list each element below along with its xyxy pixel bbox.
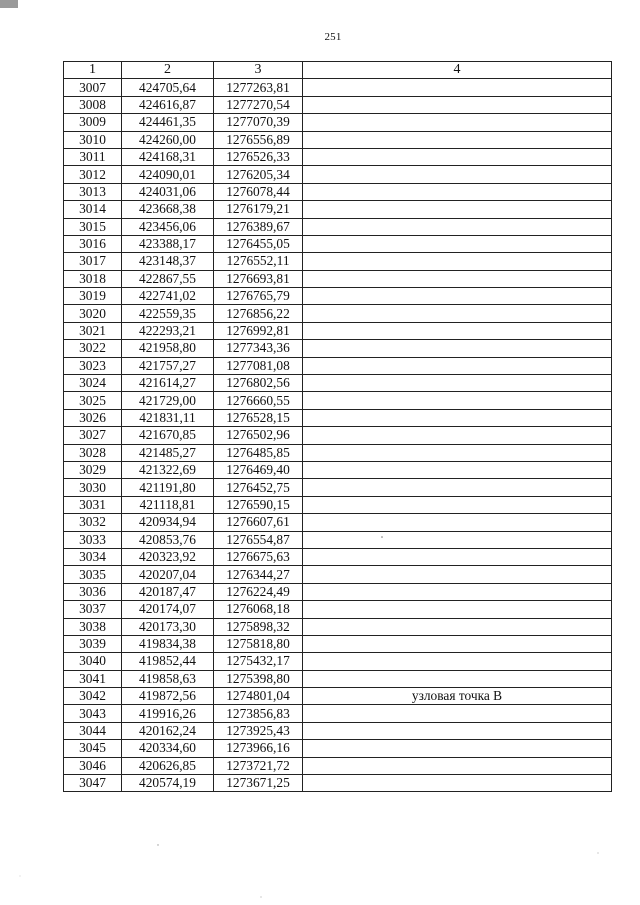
table-cell-col-1: 3015 (64, 218, 122, 235)
table-cell-col-2: 422867,55 (122, 270, 214, 287)
table-cell-col-1: 3026 (64, 409, 122, 426)
table-cell-col-4 (303, 270, 612, 287)
table-cell-col-1: 3043 (64, 705, 122, 722)
table-cell-col-1: 3032 (64, 514, 122, 531)
table-row (64, 253, 612, 270)
table-cell-col-1: 3008 (64, 96, 122, 113)
table-cell-col-3: 1275398,80 (214, 670, 303, 687)
table-cell-col-2: 422559,35 (122, 305, 214, 322)
table-cell-col-2: 421118,81 (122, 496, 214, 513)
table-cell-col-4 (303, 253, 612, 270)
table-cell-col-4 (303, 705, 612, 722)
table-cell-col-2: 421614,27 (122, 375, 214, 392)
table-cell-col-4 (303, 461, 612, 478)
table-cell-col-3: 1277070,39 (214, 114, 303, 131)
table-cell-col-1: 3007 (64, 79, 122, 96)
table-cell-col-1: 3036 (64, 583, 122, 600)
table-row (64, 375, 612, 392)
table-cell-col-1: 3010 (64, 131, 122, 148)
table-cell-col-4 (303, 653, 612, 670)
table-cell-col-3: 1276992,81 (214, 322, 303, 339)
table-cell-col-2: 424090,01 (122, 166, 214, 183)
table-row (64, 166, 612, 183)
table-cell-col-3: 1273925,43 (214, 722, 303, 739)
table-cell-col-2: 422293,21 (122, 322, 214, 339)
table-cell-col-4 (303, 514, 612, 531)
table-cell-col-3: 1276389,67 (214, 218, 303, 235)
table-cell-col-4 (303, 201, 612, 218)
table-cell-col-2: 420853,76 (122, 531, 214, 548)
table-row (64, 775, 612, 792)
table-cell-col-4 (303, 357, 612, 374)
table-cell-col-2: 423148,37 (122, 253, 214, 270)
table-cell-col-2: 421958,80 (122, 340, 214, 357)
table-cell-col-2: 420323,92 (122, 548, 214, 565)
table-cell-col-2: 422741,02 (122, 288, 214, 305)
table-cell-col-4 (303, 583, 612, 600)
table-cell-col-2: 424616,87 (122, 96, 214, 113)
table-row (64, 409, 612, 426)
table-cell-col-3: 1277081,08 (214, 357, 303, 374)
table-cell-col-1: 3038 (64, 618, 122, 635)
table-cell-col-2: 421191,80 (122, 479, 214, 496)
table-cell-col-1: 3021 (64, 322, 122, 339)
table-row (64, 670, 612, 687)
table-cell-col-1: 3009 (64, 114, 122, 131)
table-row (64, 427, 612, 444)
table-cell-col-4 (303, 131, 612, 148)
scan-speck (20, 876, 21, 877)
table-cell-col-1: 3034 (64, 548, 122, 565)
table-cell-col-1: 3025 (64, 392, 122, 409)
table-cell-col-4 (303, 548, 612, 565)
table-cell-col-4 (303, 635, 612, 652)
table-row (64, 653, 612, 670)
table-cell-col-2: 421485,27 (122, 444, 214, 461)
table-row (64, 183, 612, 200)
table-cell-col-3: 1276526,33 (214, 148, 303, 165)
table-cell-col-1: 3012 (64, 166, 122, 183)
table-cell-col-3: 1276765,79 (214, 288, 303, 305)
table-row (64, 270, 612, 287)
table-row (64, 305, 612, 322)
table-cell-col-1: 3019 (64, 288, 122, 305)
table-cell-col-2: 424031,06 (122, 183, 214, 200)
table-cell-col-1: 3033 (64, 531, 122, 548)
table-cell-col-3: 1276502,96 (214, 427, 303, 444)
table-cell-col-1: 3042 (64, 688, 122, 705)
table-row (64, 114, 612, 131)
table-row (64, 79, 612, 96)
table-cell-col-4 (303, 531, 612, 548)
table-cell-col-2: 420934,94 (122, 514, 214, 531)
table-cell-col-1: 3030 (64, 479, 122, 496)
table-cell-col-3: 1275818,80 (214, 635, 303, 652)
table-cell-col-2: 420187,47 (122, 583, 214, 600)
table-cell-col-1: 3017 (64, 253, 122, 270)
table-cell-col-4 (303, 79, 612, 96)
table-cell-col-4 (303, 340, 612, 357)
table-cell-col-2: 419852,44 (122, 653, 214, 670)
table-row (64, 740, 612, 757)
scan-speck (260, 896, 261, 897)
table-row (64, 635, 612, 652)
table-cell-col-2: 421757,27 (122, 357, 214, 374)
table-cell-col-3: 1275432,17 (214, 653, 303, 670)
table-cell-col-4 (303, 288, 612, 305)
table-row (64, 392, 612, 409)
table-cell-col-3: 1276179,21 (214, 201, 303, 218)
table-cell-col-3: 1276205,34 (214, 166, 303, 183)
table-cell-col-4 (303, 444, 612, 461)
table-cell-col-4: узловая точка В (303, 688, 612, 705)
table-cell-col-4 (303, 148, 612, 165)
table-cell-col-1: 3020 (64, 305, 122, 322)
header-col-2: 2 (122, 62, 214, 79)
table-cell-col-2: 420574,19 (122, 775, 214, 792)
table-cell-col-3: 1273966,16 (214, 740, 303, 757)
table-cell-col-3: 1276078,44 (214, 183, 303, 200)
table-cell-col-1: 3028 (64, 444, 122, 461)
table-row (64, 340, 612, 357)
table-cell-col-4 (303, 618, 612, 635)
table-cell-col-1: 3046 (64, 757, 122, 774)
table-row (64, 531, 612, 548)
table-row (64, 601, 612, 618)
table-cell-col-1: 3018 (64, 270, 122, 287)
table-cell-col-2: 424461,35 (122, 114, 214, 131)
table-cell-col-4 (303, 96, 612, 113)
table-row (64, 757, 612, 774)
table-row (64, 201, 612, 218)
table-cell-col-1: 3014 (64, 201, 122, 218)
scan-speck (157, 844, 158, 845)
table-cell-col-3: 1276693,81 (214, 270, 303, 287)
table-cell-col-4 (303, 427, 612, 444)
table-cell-col-2: 423668,38 (122, 201, 214, 218)
table-cell-col-1: 3023 (64, 357, 122, 374)
table-cell-col-3: 1276660,55 (214, 392, 303, 409)
table-cell-col-2: 420626,85 (122, 757, 214, 774)
table-cell-col-2: 420334,60 (122, 740, 214, 757)
header-col-4: 4 (303, 62, 612, 79)
table-cell-col-2: 420162,24 (122, 722, 214, 739)
table-cell-col-3: 1276452,75 (214, 479, 303, 496)
table-cell-col-3: 1276552,11 (214, 253, 303, 270)
table-cell-col-3: 1274801,04 (214, 688, 303, 705)
header-col-1: 1 (64, 62, 122, 79)
table-cell-col-3: 1276224,49 (214, 583, 303, 600)
table-cell-col-1: 3024 (64, 375, 122, 392)
table-row (64, 722, 612, 739)
table-cell-col-2: 423388,17 (122, 235, 214, 252)
table-cell-col-3: 1276607,61 (214, 514, 303, 531)
table-cell-col-4 (303, 235, 612, 252)
table-row (64, 444, 612, 461)
table-cell-col-4 (303, 322, 612, 339)
table-cell-col-1: 3031 (64, 496, 122, 513)
table-cell-col-2: 419858,63 (122, 670, 214, 687)
table-cell-col-3: 1277343,36 (214, 340, 303, 357)
table-cell-col-3: 1273721,72 (214, 757, 303, 774)
table-cell-col-3: 1277263,81 (214, 79, 303, 96)
table-cell-col-4 (303, 305, 612, 322)
table-cell-col-2: 421670,85 (122, 427, 214, 444)
table-cell-col-3: 1276590,15 (214, 496, 303, 513)
table-row (64, 514, 612, 531)
scan-corner-mark (0, 0, 18, 8)
table-row (64, 583, 612, 600)
table-row (64, 461, 612, 478)
table-cell-col-3: 1277270,54 (214, 96, 303, 113)
table-cell-col-2: 419834,38 (122, 635, 214, 652)
table-cell-col-4 (303, 409, 612, 426)
table-cell-col-3: 1276802,56 (214, 375, 303, 392)
table-cell-col-3: 1276554,87 (214, 531, 303, 548)
table-cell-col-4 (303, 218, 612, 235)
table-cell-col-4 (303, 740, 612, 757)
table-cell-col-1: 3016 (64, 235, 122, 252)
table-cell-col-3: 1276675,63 (214, 548, 303, 565)
table-cell-col-1: 3037 (64, 601, 122, 618)
table-cell-col-3: 1276856,22 (214, 305, 303, 322)
table-row (64, 131, 612, 148)
table-cell-col-4 (303, 479, 612, 496)
table-cell-col-3: 1276528,15 (214, 409, 303, 426)
table-cell-col-1: 3047 (64, 775, 122, 792)
table-row (64, 548, 612, 565)
table-cell-col-1: 3041 (64, 670, 122, 687)
table-row (64, 566, 612, 583)
table-cell-col-2: 421831,11 (122, 409, 214, 426)
table-cell-col-1: 3044 (64, 722, 122, 739)
table-cell-col-3: 1276068,18 (214, 601, 303, 618)
table-row (64, 148, 612, 165)
table-row (64, 688, 612, 705)
table-cell-col-4 (303, 166, 612, 183)
table-cell-col-2: 424260,00 (122, 131, 214, 148)
table-body (64, 79, 612, 792)
table-cell-col-3: 1276455,05 (214, 235, 303, 252)
table-cell-col-3: 1276344,27 (214, 566, 303, 583)
table-cell-col-4 (303, 722, 612, 739)
table-cell-col-2: 424705,64 (122, 79, 214, 96)
table-cell-col-1: 3022 (64, 340, 122, 357)
table-cell-col-2: 424168,31 (122, 148, 214, 165)
table-cell-col-4 (303, 670, 612, 687)
table-cell-col-2: 421729,00 (122, 392, 214, 409)
table-cell-col-1: 3029 (64, 461, 122, 478)
table-cell-col-4 (303, 566, 612, 583)
table-cell-col-3: 1273856,83 (214, 705, 303, 722)
coordinates-table (63, 61, 612, 792)
table-cell-col-1: 3011 (64, 148, 122, 165)
table-cell-col-4 (303, 183, 612, 200)
table-cell-col-1: 3045 (64, 740, 122, 757)
scan-speck (597, 852, 598, 853)
table-cell-col-4 (303, 775, 612, 792)
table-cell-col-1: 3040 (64, 653, 122, 670)
table-row (64, 218, 612, 235)
table-header-row (64, 62, 612, 79)
table-cell-col-1: 3013 (64, 183, 122, 200)
table-cell-col-3: 1273671,25 (214, 775, 303, 792)
table-row (64, 496, 612, 513)
table-row (64, 479, 612, 496)
table-row (64, 235, 612, 252)
table-cell-col-2: 420173,30 (122, 618, 214, 635)
table-cell-col-4 (303, 601, 612, 618)
table-row (64, 96, 612, 113)
table-cell-col-1: 3039 (64, 635, 122, 652)
table-cell-col-4 (303, 496, 612, 513)
table-row (64, 322, 612, 339)
table-cell-col-2: 423456,06 (122, 218, 214, 235)
table-cell-col-4 (303, 114, 612, 131)
table-row (64, 288, 612, 305)
table-cell-col-4 (303, 757, 612, 774)
table-row (64, 357, 612, 374)
table-cell-col-2: 419872,56 (122, 688, 214, 705)
table-cell-col-1: 3035 (64, 566, 122, 583)
table-cell-col-2: 420174,07 (122, 601, 214, 618)
table-cell-col-4 (303, 375, 612, 392)
table-row (64, 705, 612, 722)
table-cell-col-3: 1276485,85 (214, 444, 303, 461)
table-cell-col-2: 421322,69 (122, 461, 214, 478)
table-cell-col-2: 420207,04 (122, 566, 214, 583)
table-cell-col-4 (303, 392, 612, 409)
table-cell-col-2: 419916,26 (122, 705, 214, 722)
header-col-3: 3 (214, 62, 303, 79)
table-cell-col-3: 1276469,40 (214, 461, 303, 478)
table-cell-col-3: 1275898,32 (214, 618, 303, 635)
table-row (64, 618, 612, 635)
table-cell-col-3: 1276556,89 (214, 131, 303, 148)
table-cell-col-1: 3027 (64, 427, 122, 444)
page-number: 251 (324, 31, 342, 43)
